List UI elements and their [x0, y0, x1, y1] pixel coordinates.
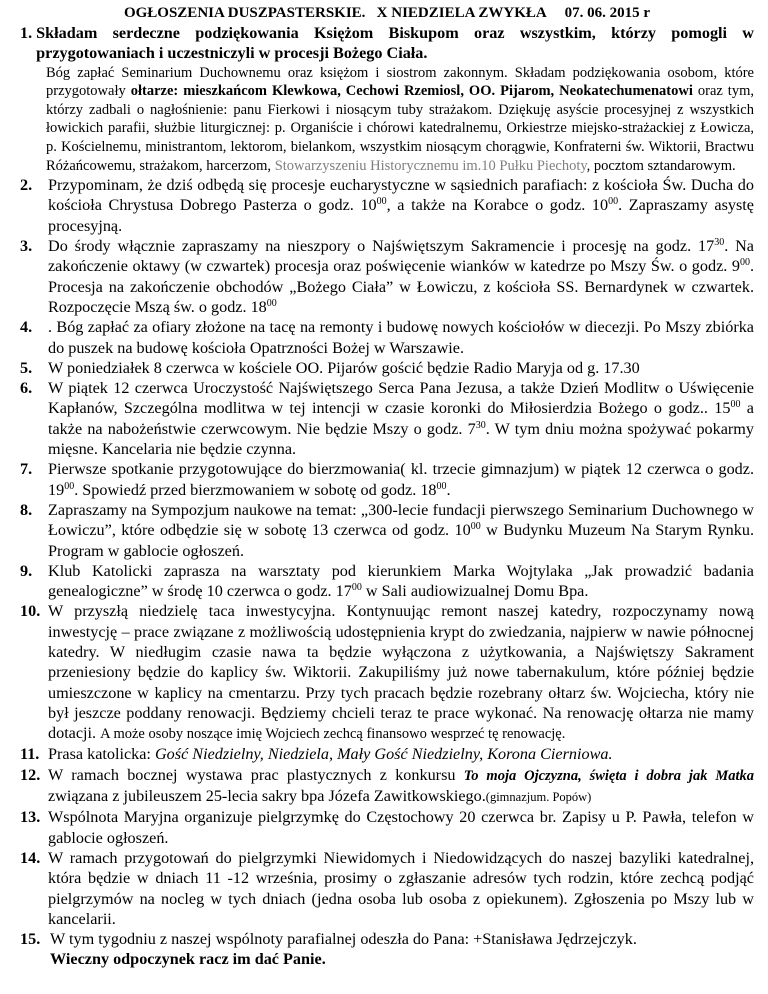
announcement-8	[20, 500, 754, 561]
text-part: . Procesja na zakończenie obchodów „Bożego Ciała” w Łowiczu, z kościoła SS. Bernardynek w czwartek. Rozpoczęcie Mszą św. o godz. 18	[48, 257, 754, 316]
text-part: , pocztom sztandarowym.	[586, 157, 736, 174]
item-number: 4.	[20, 318, 33, 337]
superscript: 00	[739, 257, 750, 269]
item-number: 2.	[20, 176, 33, 195]
text-part: W przyszłą niedzielę taca inwestycyjna. Kontynuując remont naszej katedry, rozpoczynamy nową inwestycję – prace związane z możliwością udostępnienia krypt do zwiedzania, najpierw w nawie północnej katedry. W niedługim czasie nawa ta będzie wyłączona z użytkowania, a Najświętszy Sakrament przeniesiony będzie do kaplicy św. Wiktorii. Zakupiliśmy już nowe tabernakulum, które później będzie umieszczone w kaplicy na cmentarzu. Przy tych pracach będzie rozebrany ołtarz św. Wojciecha, który nie był jeszcze poddany renowacji. Będziemy chcieli teraz te prace wykonać. Na renowację ołtarza nie mamy dotacji.	[48, 602, 754, 743]
superscript: 00	[266, 297, 277, 309]
text-part: .	[446, 480, 451, 499]
announcement-12	[20, 765, 754, 808]
text-part: Do środy włącznie zapraszamy na nieszpory o Najświętszym Sakramencie i procesję na godz. 17	[48, 237, 715, 256]
item-text: W poniedziałek 8 czerwca w kościele OO. Pijarów gościć będzie Radio Maryja od g. 17.30	[48, 358, 640, 377]
text-part: Pierwsze spotkanie przygotowujące do bierzmowania( kl. trzecie gimnazjum) w piątek 12 czerwca o godz. 19	[48, 460, 754, 499]
item-number: 14.	[20, 848, 41, 867]
superscript: 00	[436, 480, 447, 492]
text-part-small: A może osoby noszące imię Wojciech zechcą finansowo wesprzeć tę renowację.	[100, 726, 566, 743]
item-text	[48, 765, 754, 808]
text-part: W piątek 12 czerwca Uroczystość Najświętszego Serca Pana Jezusa, a także Dzień Modlitw o Uświęcenie Kapłanów, Szczególna modlitwa w tej intencji w czasie koronki do Miłosierdzia Bożego o godz.. 15	[48, 379, 754, 418]
announcement-11	[20, 744, 754, 764]
item-text: W tym tygodniu z naszej wspólnoty parafialnej odeszła do Pana: +Stanisława Jędrzejczyk.	[50, 930, 637, 949]
text-part: . Zapraszamy asystę procesyjną.	[48, 196, 754, 235]
announcement-10	[20, 601, 754, 744]
superscript: 00	[608, 196, 619, 208]
item-text	[48, 601, 754, 744]
announcement-4	[20, 317, 754, 358]
item-text	[48, 500, 754, 561]
text-part: w Sali audiowizualnej Domu Bpa.	[361, 582, 589, 601]
announcement-14	[20, 848, 754, 929]
text-part: . Na zakończenie oktawy (w czwartek) procesja oraz poświęcenie wianków w katedrze po Mszy Św. o godz. 9	[48, 237, 754, 276]
text-part: W ramach bocznej wystawa prac plastycznych z konkursu	[48, 765, 464, 784]
text-part-small: (gimnazjum. Popów)	[485, 790, 592, 805]
announcement-15	[20, 929, 754, 949]
text-part-bold-italic: To moja Ojczyzna, święta i dobra jak Matka	[463, 767, 754, 784]
item-number: 8.	[20, 500, 33, 519]
item-text	[48, 236, 754, 317]
item-number: 7.	[20, 460, 33, 479]
text-part-gray: Stowarzyszeniu Historycznemu im.10 Pułku Piechoty	[274, 157, 587, 174]
announcement-13	[20, 807, 754, 848]
item-text	[48, 175, 754, 236]
announcement-6	[20, 378, 754, 459]
text-part: . Spowiedź przed bierzmowaniem w sobotę od godz. 18	[74, 480, 437, 499]
item-text	[48, 561, 754, 602]
page-title: OGŁOSZENIA DUSZPASTERSKIE. X NIEDZIELA ZWYKŁA 07. 06. 2015 r	[123, 5, 651, 21]
announcement-3	[20, 236, 754, 317]
item-number: 11.	[20, 745, 40, 764]
superscript: 00	[730, 399, 741, 411]
text-part-bold: ołtarze: mieszkańcom Klewkowa, Cechowi Rzemiosl, OO. Pijarom, Neokatechumenatowi	[130, 83, 693, 100]
text-part: oraz tym, którzy zadbali o nagłośnienie: panu Fierkowi i niosącym tuby strażakom. Dziękuję asyście procesyjnej z wszystkich łowickich parafii, służbie liturgicznej: p. Organiście i chórowi katedralnemu, Orkiestrze miejsko-strażackiej z Łowicza, p. Kościelnemu, ministrantom, lektorom, bielankom, wszystkim niosącym chorągwie, Konfraterni św. Wiktorii, Bractwu Różańcowemu, strażakom, harcerzom,	[46, 83, 754, 174]
superscript: 00	[470, 521, 481, 533]
item-text: Wspólnota Maryjna organizuje pielgrzymkę do Częstochowy 20 czerwca br. Zapisy u P. Pawła, telefon w gablocie ogłoszeń.	[48, 808, 754, 847]
superscript: 00	[64, 480, 75, 492]
superscript: 30	[475, 419, 486, 431]
item-text	[48, 459, 754, 500]
item-text: . Bóg zapłać za ofiary złożone na tacę na remonty i budowę nowych kościołów w diecezji. Po Mszy zbiórka do puszek na budowę kościoła Opatrzności Bożej w Warszawie.	[48, 318, 754, 357]
announcement-5	[20, 358, 754, 378]
text-part: Prasa katolicka:	[48, 745, 155, 764]
item-text: Składam serdeczne podziękowania Księżom Biskupom oraz wszystkim, którzy pomogli w przygotowaniach i uczestniczyli w procesji Bożego Ciała.	[36, 24, 754, 63]
item-text	[48, 378, 754, 459]
text-part: w Budynku Muzeum Na Starym Rynku. Program w gablocie ogłoszeń.	[48, 521, 754, 560]
item-number: 13.	[20, 808, 41, 827]
text-part: , a także na Korabce o godz. 10	[386, 196, 609, 215]
item-number: 6.	[20, 379, 33, 398]
text-part-italic: Gość Niedzielny, Niedziela, Mały Gość Niedzielny, Korona Cierniowa.	[154, 745, 613, 764]
text-part: Klub Katolicki zaprasza na warsztaty pod kierunkiem Marka Wojtylaka „Jak prowadzić badania genealogiczne” w środę 10 czerwca o godz. 17	[48, 561, 754, 601]
announcement-9	[20, 561, 754, 602]
text-part: związana z jubileuszem 25-lecia sakry bpa Józefa Zawitkowskiego.	[48, 787, 486, 806]
text-part: a także na nabożeństwie czerwcowym. Nie będzie Mszy o godz. 7	[48, 399, 754, 438]
superscript: 30	[714, 237, 725, 249]
item-number: 9.	[20, 561, 33, 580]
announcement-7	[20, 459, 754, 500]
superscript: 00	[351, 582, 362, 594]
item-number: 15.	[20, 930, 41, 949]
announcement-2	[20, 175, 754, 236]
text-part: Zapraszamy na Sympozjum naukowe na temat: „300-lecie fundacji pierwszego Seminarium Duchownego w Łowiczu”, które odbędzie się w sobotę 13 czerwca od godz. 10	[48, 500, 754, 540]
announcement-1	[20, 23, 754, 64]
closing-prayer: Wieczny odpoczynek racz im dać Panie.	[50, 950, 326, 969]
item-number: 10.	[20, 602, 41, 621]
item-text: W ramach przygotowań do pielgrzymki Niewidomych i Niedowidzących do naszej bazyliki katedralnej, która będzie w dniach 11 -12 września, prosimy o zgłaszanie adresów tych rodzin, które zechcą podjąć pielgrzymów na nocleg w tych dniach (jedna osoba lub osoba z opiekunem). Zgłoszenia po Mszy lub w kancelarii.	[48, 848, 754, 928]
text-part: . W tym dniu można spożywać pokarmy mięsne. Kancelaria nie będzie czynna.	[48, 419, 754, 459]
item-number: 12.	[20, 765, 41, 784]
text-part: Bóg zapłać Seminarium Duchownemu oraz księżom i siostrom zakonnym. Składam podziękowania osobom, które przygotowały	[46, 64, 754, 100]
superscript: 00	[376, 196, 387, 208]
text-part: Przypominam, że dziś odbędą się procesje eucharystyczne w sąsiednich parafiach: z kościoła Św. Ducha do kościoła Chrystusa Dobrego Pasterza o godz. 10	[48, 176, 754, 215]
item-text	[48, 744, 754, 764]
item-number: 1.	[20, 24, 33, 42]
item-number: 5.	[20, 358, 33, 377]
announcement-1-details	[46, 64, 754, 176]
item-number: 3.	[20, 237, 33, 256]
